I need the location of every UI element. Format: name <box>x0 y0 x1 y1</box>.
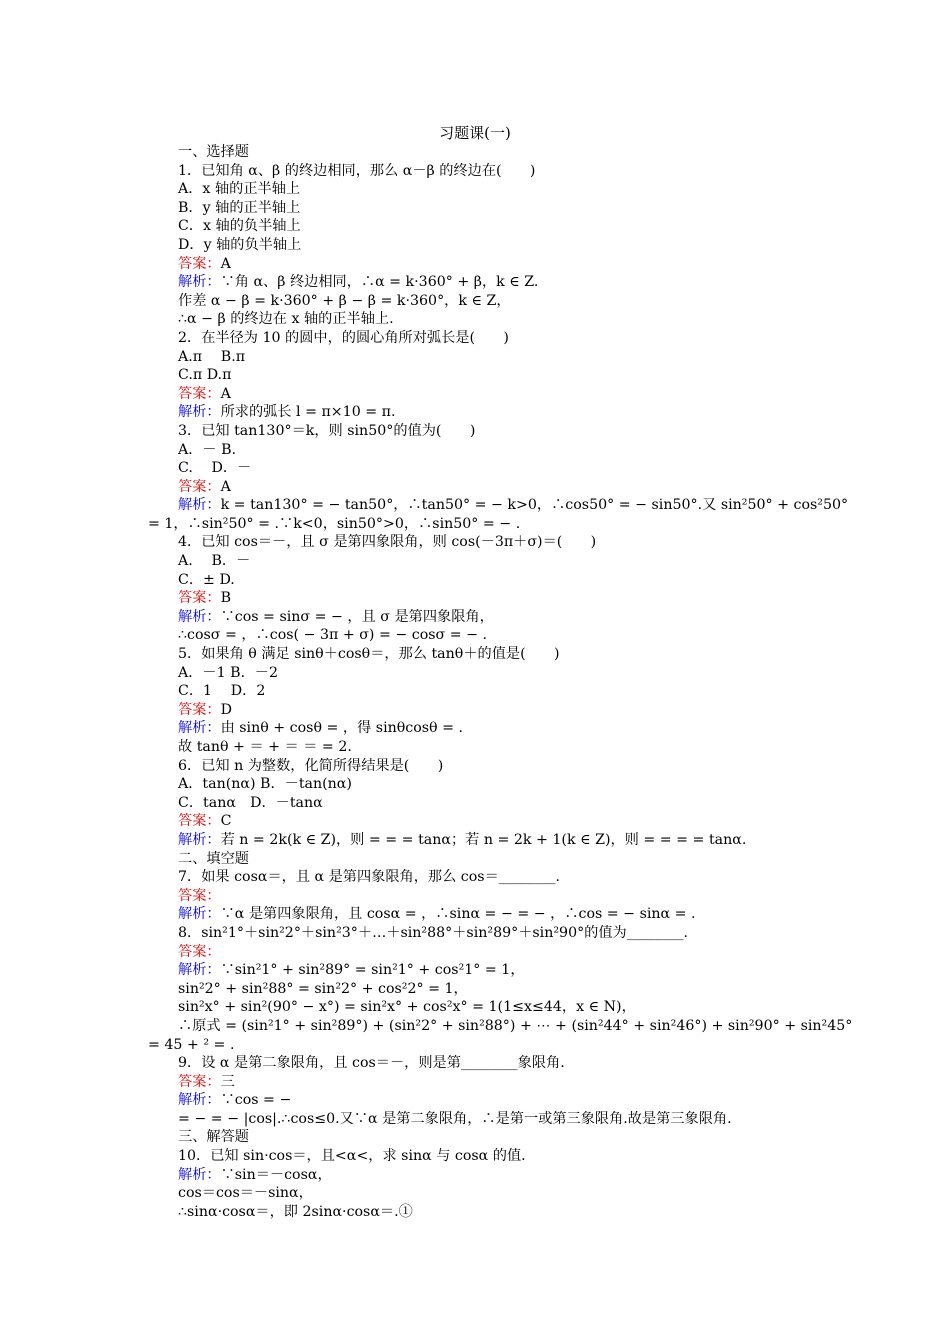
line-text: = − = − |cos|.∴cos≤0.又∵α 是第二象限角，∴是第一或第三象限角.故是第三象限角. <box>178 1110 732 1127</box>
line-text: D．y 轴的负半轴上 <box>178 236 302 253</box>
line-text: 10．已知 sin·cos＝，且<α<，求 sinα 与 cosα 的值. <box>178 1148 526 1165</box>
text-line <box>148 980 818 999</box>
line-text: 三 <box>220 1073 235 1090</box>
line-text: sin²2° + sin²88° = sin²2° + cos²2° = 1， <box>178 980 468 997</box>
line-text: A．tan(nα) B．－tan(nα) <box>178 776 352 793</box>
line-text: 三、解答题 <box>178 1129 249 1146</box>
text-line <box>148 1184 818 1203</box>
text-line <box>148 552 818 571</box>
line-text: ∴原式 = (sin²1° + sin²89°) + (sin²2° + sin²88°) + ⋯ + (sin²44° + sin²46°) + sin²90° + sin²45° <box>178 1017 853 1034</box>
text-line <box>148 924 818 943</box>
line-text: C.π D.π <box>178 367 232 384</box>
text-line <box>148 459 818 478</box>
explanation-line <box>148 1091 818 1110</box>
text-line <box>148 571 818 590</box>
text-line <box>148 533 818 552</box>
line-text: B <box>220 590 232 607</box>
line-text: C．tanα D．－tanα <box>178 794 323 811</box>
line-text: A <box>220 478 231 495</box>
text-line <box>148 199 818 218</box>
explanation-label: 解析： <box>178 831 221 848</box>
line-text: k = tan130° = − tan50°，∴tan50° = − k>0，∴cos50° = − sin50°.又 sin²50° + cos²50° <box>220 497 849 514</box>
text-line <box>148 682 818 701</box>
explanation-label: 解析： <box>178 1166 221 1183</box>
answer-label: 答案： <box>178 478 221 495</box>
answer-label: 答案： <box>178 590 221 607</box>
line-text: cos＝cos＝－sinα， <box>178 1185 313 1202</box>
line-text: A．－ B. <box>178 441 237 458</box>
line-text: 若 n = 2k(k ∈ Z)，则 = = = tanα；若 n = 2k + 1(k ∈ Z)，则 = = = = tanα. <box>220 831 747 848</box>
answer-line <box>148 589 818 608</box>
line-text: 9．设 α 是第二象限角，且 cos＝－，则是第________象限角. <box>178 1055 565 1072</box>
answer-label: 答案： <box>178 1073 221 1090</box>
line-text: 3．已知 tan130°＝k，则 sin50°的值为( ) <box>178 422 476 439</box>
text-line <box>148 1054 818 1073</box>
line-text: 作差 α − β = k·360° + β − β = k·360°，k ∈ Z， <box>178 292 511 309</box>
answer-line <box>148 1073 818 1092</box>
line-text: 一、选择题 <box>178 144 249 160</box>
text-line <box>148 664 818 683</box>
line-text: ∵sin²1° + sin²89° = sin²1° + cos²1° = 1， <box>220 962 525 979</box>
text-line <box>148 1203 818 1222</box>
line-text: ∵α 是第四象限角，且 cosα = ，∴sinα = − = − ，∴cos = − sinα = . <box>220 906 696 923</box>
explanation-line <box>148 403 818 422</box>
text-line <box>148 1036 818 1055</box>
page-title: 习题课(一) <box>439 124 511 142</box>
line-text: C <box>220 813 232 830</box>
text-line <box>148 1110 818 1129</box>
explanation-line <box>148 831 818 850</box>
line-text: C. D．－ <box>178 460 252 477</box>
line-text: ∴cosσ = ，∴cos( − 3π + σ) = − cosσ = − . <box>178 627 488 644</box>
text-line <box>148 236 818 255</box>
text-line <box>148 180 818 199</box>
text-line <box>148 775 818 794</box>
document-body <box>148 143 853 1221</box>
line-text: A．x 轴的正半轴上 <box>178 181 301 198</box>
explanation-label: 解析： <box>178 497 221 514</box>
text-line <box>148 366 818 385</box>
text-line <box>148 310 818 329</box>
answer-line <box>148 385 818 404</box>
line-text: ∴α − β 的终边在 x 轴的正半轴上. <box>178 311 394 328</box>
text-line <box>148 626 818 645</box>
text-line <box>148 757 818 776</box>
explanation-label: 解析： <box>178 962 221 979</box>
line-text: A．－1 B．－2 <box>178 664 278 681</box>
text-line <box>148 868 818 887</box>
text-line <box>148 645 818 664</box>
line-text: B．y 轴的正半轴上 <box>178 199 301 216</box>
explanation-line <box>148 719 818 738</box>
text-line <box>148 143 818 162</box>
explanation-label: 解析： <box>178 906 221 923</box>
line-text: sin²x° + sin²(90° − x°) = sin²x° + cos²x° = 1(1≤x≤44，x ∈ N)， <box>178 999 636 1016</box>
explanation-label: 解析： <box>178 404 221 421</box>
text-line <box>148 422 818 441</box>
line-text: A <box>220 385 231 402</box>
line-text: D <box>220 701 232 718</box>
text-line <box>148 738 818 757</box>
answer-label: 答案： <box>178 701 221 718</box>
explanation-line <box>148 1166 818 1185</box>
explanation-line <box>148 608 818 627</box>
line-text: A <box>220 255 231 272</box>
line-text: A. B．－ <box>178 553 251 570</box>
line-text: 6．已知 n 为整数，化简所得结果是( ) <box>178 757 444 774</box>
line-text: ∵角 α、β 终边相同，∴α = k·360° + β，k ∈ Z. <box>220 274 539 291</box>
text-line <box>148 1147 818 1166</box>
line-text: 由 sinθ + cosθ = ，得 sinθcosθ = . <box>220 720 464 737</box>
answer-line <box>148 478 818 497</box>
line-text: C．x 轴的负半轴上 <box>178 218 301 235</box>
answer-label: 答案： <box>178 943 221 960</box>
line-text: = 1，∴sin²50° = .∵k<0，sin50°>0，∴sin50° = − . <box>148 515 521 532</box>
answer-line <box>148 943 818 962</box>
explanation-line <box>148 496 849 515</box>
line-text: = 45 + ² = . <box>148 1036 235 1053</box>
line-text: ∵sin＝－cosα， <box>220 1166 332 1183</box>
answer-label: 答案： <box>178 887 221 904</box>
text-line <box>148 850 818 869</box>
line-text: 故 tanθ + ＝ + ＝ ＝ = 2. <box>178 739 352 755</box>
explanation-line <box>148 961 818 980</box>
text-line <box>148 1017 853 1036</box>
text-line <box>148 162 818 181</box>
text-line <box>148 515 818 534</box>
line-text: 1．已知角 α、β 的终边相同，那么 α－β 的终边在( ) <box>178 162 536 179</box>
line-text: 所求的弧长 l = π×10 = π. <box>220 404 396 421</box>
text-line <box>148 1128 818 1147</box>
line-text: 2．在半径为 10 的圆中，的圆心角所对弧长是( ) <box>178 329 509 346</box>
explanation-label: 解析： <box>178 720 221 737</box>
text-line <box>148 998 818 1017</box>
explanation-label: 解析： <box>178 608 221 625</box>
answer-label: 答案： <box>178 385 221 402</box>
explanation-label: 解析： <box>178 1092 221 1109</box>
answer-line <box>148 701 818 720</box>
text-line <box>148 292 818 311</box>
line-text: ∵cos = − <box>220 1092 292 1109</box>
line-text: 5．如果角 θ 满足 sinθ＋cosθ＝，那么 tanθ＋的值是( ) <box>178 646 560 663</box>
text-line <box>148 329 818 348</box>
line-text: A.π B.π <box>178 348 246 365</box>
line-text: C．1 D．2 <box>178 683 266 700</box>
answer-line <box>148 812 818 831</box>
line-text: 4．已知 cos＝－，且 σ 是第四象限角，则 cos(－3π＋σ)＝( ) <box>178 534 597 551</box>
answer-line <box>148 255 818 274</box>
answer-label: 答案： <box>178 255 221 272</box>
text-line <box>148 794 818 813</box>
explanation-label: 解析： <box>178 274 221 291</box>
answer-line <box>148 887 818 906</box>
explanation-line <box>148 905 818 924</box>
text-line <box>148 348 818 367</box>
explanation-line <box>148 273 818 292</box>
line-text: 7．如果 cosα＝，且 α 是第四象限角，那么 cos＝________. <box>178 869 561 886</box>
text-line <box>148 441 818 460</box>
line-text: ∵cos = sinσ = − ，且 σ 是第四象限角， <box>220 608 494 625</box>
line-text: 二、填空题 <box>178 850 249 867</box>
line-text: ∴sinα·cosα＝，即 2sinα·cosα＝.① <box>178 1203 413 1220</box>
line-text: 8．sin²1°＋sin²2°＋sin²3°＋…＋sin²88°＋sin²89°＋sin²90°的值为________. <box>178 924 689 941</box>
line-text: C．± D. <box>178 571 235 588</box>
answer-label: 答案： <box>178 813 221 830</box>
text-line <box>148 217 818 236</box>
